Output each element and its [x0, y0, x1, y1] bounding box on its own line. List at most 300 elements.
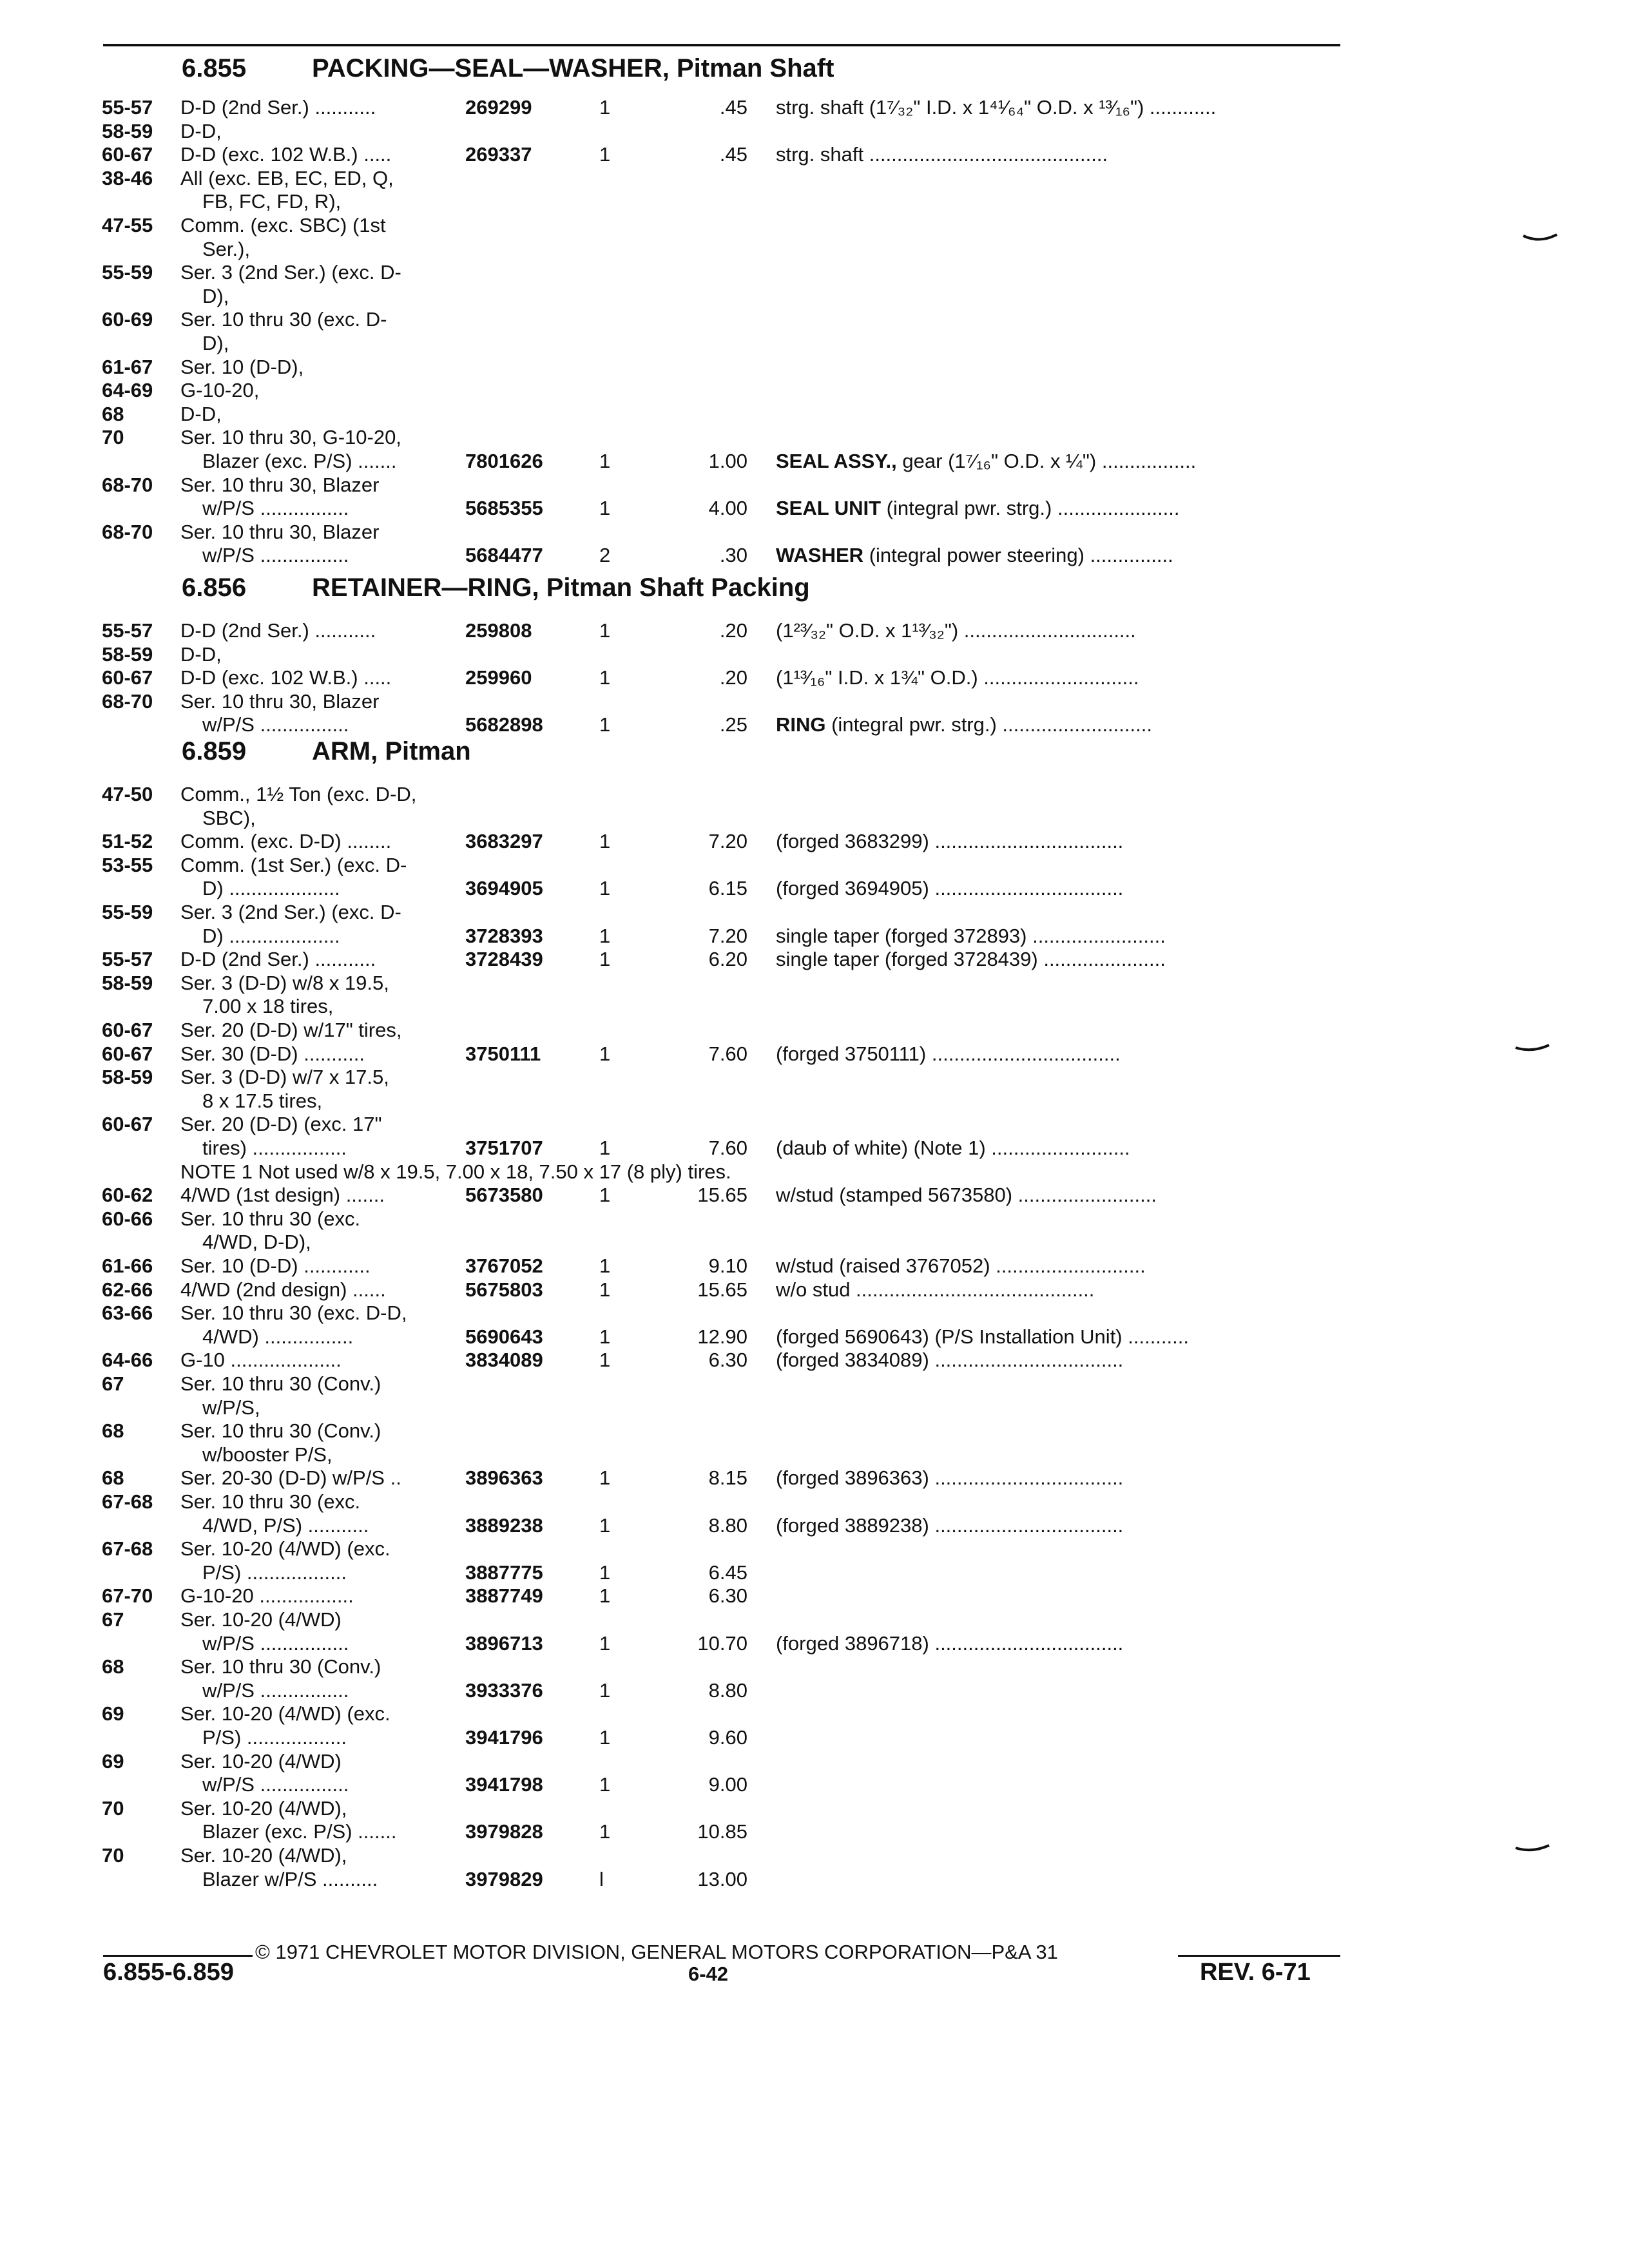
quantity: 1: [599, 1820, 611, 1843]
year-range: 63-66: [102, 1302, 153, 1325]
description: [776, 449, 1343, 473]
application: 4/WD) ................: [202, 1325, 354, 1348]
parts-row: [0, 1278, 1629, 1302]
parts-row: [0, 425, 1629, 449]
parts-row: [0, 713, 1629, 736]
parts-row: [0, 520, 1629, 544]
year-range: 68-70: [102, 520, 153, 543]
parts-row: [0, 355, 1629, 379]
application: tires) .................: [202, 1137, 347, 1159]
margin-mark: [1522, 232, 1558, 244]
quantity: 1: [599, 924, 611, 947]
description-text: (forged 5690643) (P/S Installation Unit) ...........: [776, 1325, 1189, 1348]
parts-row: [0, 1867, 1629, 1891]
year-range: 60-67: [102, 1019, 153, 1041]
description: [776, 1042, 1343, 1066]
year-range: 47-50: [102, 783, 153, 805]
quantity: 1: [599, 450, 611, 472]
quantity: 1: [599, 1561, 611, 1584]
application: G-10-20,: [180, 379, 260, 402]
margin-mark: [1514, 1843, 1550, 1854]
note-text: NOTE 1 Not used w/8 x 19.5, 7.00 x 18, 7.50 x 17 (8 ply) tires.: [180, 1160, 731, 1183]
year-range: 60-67: [102, 143, 153, 166]
part-number: 3933376: [465, 1678, 543, 1702]
application: D-D (2nd Ser.) ...........: [180, 619, 376, 642]
footer-copyright: © 1971 CHEVROLET MOTOR DIVISION, GENERAL MOTORS CORPORATION—P&A 31: [255, 1941, 1058, 1963]
parts-row: [0, 900, 1629, 924]
parts-row: [0, 1419, 1629, 1443]
application: D-D,: [180, 119, 222, 142]
description-text: (forged 3750111) ..................................: [776, 1042, 1121, 1065]
parts-row: [0, 402, 1629, 426]
part-number: 3728439: [465, 948, 543, 971]
application: Ser. 10 (D-D) ............: [180, 1254, 371, 1277]
part-number: 3694905: [465, 877, 543, 900]
price: .25: [719, 713, 747, 736]
application: Ser. 10 thru 30 (Conv.): [180, 1372, 381, 1395]
year-range: 64-66: [102, 1349, 153, 1372]
application: Ser.),: [202, 237, 251, 260]
part-number: 5690643: [465, 1325, 543, 1348]
price: 7.20: [708, 924, 747, 947]
parts-row: [0, 1514, 1629, 1537]
application: Blazer (exc. P/S) .......: [202, 450, 397, 472]
note-row: [0, 1160, 1629, 1184]
parts-row: [0, 1396, 1629, 1419]
year-range: 61-67: [102, 355, 153, 378]
parts-row: [0, 829, 1629, 853]
application: Ser. 10-20 (4/WD) (exc.: [180, 1537, 390, 1561]
parts-row: [0, 853, 1629, 877]
parts-row: [0, 449, 1629, 473]
application: Ser. 10 thru 30 (exc. D-D,: [180, 1302, 407, 1325]
application: 4/WD (2nd design) ......: [180, 1278, 386, 1301]
parts-row: [0, 543, 1629, 567]
parts-row: [0, 1631, 1629, 1655]
quantity: 1: [599, 1042, 611, 1065]
price: 9.60: [708, 1726, 747, 1749]
application: D),: [202, 332, 229, 354]
year-range: 68-70: [102, 473, 153, 496]
application: 4/WD (1st design) .......: [180, 1184, 385, 1207]
application: Ser. 3 (2nd Ser.) (exc. D-: [180, 261, 401, 284]
parts-row: [0, 806, 1629, 830]
year-range: 61-66: [102, 1254, 153, 1277]
year-range: 67-68: [102, 1490, 153, 1513]
parts-row: [0, 1537, 1629, 1561]
footer-revision: REV. 6-71: [1200, 1959, 1311, 1986]
parts-row: [0, 1773, 1629, 1796]
part-number: 3750111: [465, 1042, 541, 1065]
parts-row: [0, 1254, 1629, 1278]
year-range: 38-46: [102, 166, 153, 189]
application: Ser. 10 thru 30 (Conv.): [180, 1419, 381, 1443]
description-text: (1²³⁄₃₂" O.D. x 1¹³⁄₃₂") ...............................: [776, 619, 1136, 642]
application: Ser. 10 thru 30 (exc.: [180, 1490, 361, 1513]
parts-row: [0, 473, 1629, 497]
margin-mark: [1514, 1043, 1550, 1054]
part-number: 3834089: [465, 1349, 543, 1372]
description-text: (integral pwr. strg.) ......................: [881, 497, 1180, 520]
parts-row: [0, 689, 1629, 713]
quantity: 1: [599, 96, 611, 119]
year-range: 60-67: [102, 1042, 153, 1065]
price: 12.90: [697, 1325, 747, 1348]
part-number: 5685355: [465, 497, 543, 520]
application: Ser. 20 (D-D) (exc. 17": [180, 1113, 382, 1136]
description-text: single taper (forged 372893) ........................: [776, 924, 1166, 947]
parts-row: [0, 924, 1629, 948]
section-number: 6.859: [182, 737, 247, 765]
parts-row: [0, 119, 1629, 143]
application: Ser. 30 (D-D) ...........: [180, 1042, 365, 1065]
parts-row: [0, 1207, 1629, 1231]
price: .20: [719, 619, 747, 642]
year-range: 69: [102, 1749, 124, 1773]
footer-rule-right: [1178, 1955, 1340, 1957]
parts-row: [0, 95, 1629, 119]
application: D-D,: [180, 402, 222, 425]
application: D-D (2nd Ser.) ...........: [180, 948, 376, 971]
section-number: 6.856: [182, 573, 247, 602]
quantity: 1: [599, 830, 611, 853]
description: [776, 1466, 1343, 1490]
parts-row: [0, 782, 1629, 806]
part-number: 3896363: [465, 1466, 543, 1490]
description: [776, 543, 1343, 567]
year-range: 70: [102, 426, 124, 449]
price: 6.15: [708, 877, 747, 900]
application: D-D (exc. 102 W.B.) .....: [180, 666, 392, 689]
application: w/P/S,: [202, 1396, 260, 1419]
parts-row: [0, 1348, 1629, 1372]
application: SBC),: [202, 806, 256, 829]
quantity: 1: [599, 497, 611, 520]
part-number: 5673580: [465, 1184, 543, 1207]
description-text: (forged 3694905) ..................................: [776, 877, 1124, 900]
parts-row: [0, 876, 1629, 900]
year-range: 55-57: [102, 948, 153, 971]
price: 6.30: [708, 1584, 747, 1608]
price: 7.60: [708, 1137, 747, 1159]
description: [776, 1183, 1343, 1207]
description-text: (integral power steering) ...............: [863, 544, 1173, 567]
price: 9.10: [708, 1254, 747, 1277]
price: 6.45: [708, 1561, 747, 1584]
price: 6.20: [708, 948, 747, 971]
year-range: 67-70: [102, 1584, 153, 1608]
part-number: 3887775: [465, 1561, 543, 1584]
application: Ser. 10 thru 30, Blazer: [180, 473, 380, 496]
part-number: 5675803: [465, 1278, 543, 1301]
quantity: 1: [599, 1773, 611, 1796]
description: [776, 1325, 1343, 1349]
year-range: 47-55: [102, 214, 153, 236]
application: P/S) ..................: [202, 1726, 347, 1749]
parts-row: [0, 1183, 1629, 1207]
price: 8.80: [708, 1514, 747, 1537]
application: Comm., 1½ Ton (exc. D-D,: [180, 783, 417, 805]
application: Ser. 10 (D-D),: [180, 355, 304, 378]
application: w/P/S ................: [202, 713, 349, 736]
parts-row: [0, 1843, 1629, 1867]
price: 15.65: [697, 1184, 747, 1207]
price: 7.60: [708, 1042, 747, 1065]
quantity: 1: [599, 1584, 611, 1608]
application: Blazer w/P/S ..........: [202, 1867, 378, 1890]
year-range: 55-57: [102, 619, 153, 642]
quantity: 1: [599, 1514, 611, 1537]
description-text: (forged 3889238) ..................................: [776, 1514, 1124, 1537]
description-text: (daub of white) (Note 1) .........................: [776, 1137, 1130, 1159]
application: 4/WD, P/S) ...........: [202, 1514, 369, 1537]
application: Ser. 10-20 (4/WD),: [180, 1844, 347, 1867]
parts-row: [0, 237, 1629, 261]
parts-row: [0, 1490, 1629, 1514]
section-heading-6855: [0, 54, 1629, 90]
application: Blazer (exc. P/S) .......: [202, 1820, 397, 1843]
year-range: 67: [102, 1608, 124, 1631]
parts-row: [0, 307, 1629, 331]
parts-row: [0, 1301, 1629, 1325]
application: D-D (exc. 102 W.B.) .....: [180, 143, 392, 166]
description: [776, 924, 1343, 948]
quantity: 1: [599, 1631, 611, 1655]
price: .20: [719, 666, 747, 689]
footer-rule-left: [103, 1955, 253, 1957]
parts-row: [0, 331, 1629, 355]
part-number: 259808: [465, 619, 532, 642]
description: [776, 876, 1343, 900]
year-range: 58-59: [102, 1066, 153, 1089]
part-number: 259960: [465, 666, 532, 689]
application: w/P/S ................: [202, 1631, 349, 1655]
parts-row: [0, 1065, 1629, 1089]
year-range: 60-67: [102, 1113, 153, 1136]
parts-row: [0, 1678, 1629, 1702]
application: Ser. 3 (2nd Ser.) (exc. D-: [180, 901, 401, 923]
description-text: (forged 3896363) ..................................: [776, 1466, 1124, 1490]
year-range: 69: [102, 1702, 124, 1725]
description-part-name: SEAL ASSY.,: [776, 450, 897, 472]
year-range: 67-68: [102, 1537, 153, 1561]
price: .45: [719, 143, 747, 166]
parts-row: [0, 496, 1629, 520]
application: w/P/S ................: [202, 544, 349, 567]
application: D) ....................: [202, 877, 340, 900]
section-title: PACKING—SEAL—WASHER, Pitman Shaft: [312, 54, 834, 82]
parts-row: [0, 1230, 1629, 1254]
parts-row: [0, 642, 1629, 666]
application: FB, FC, FD, R),: [202, 190, 342, 213]
price: 10.85: [697, 1820, 747, 1843]
part-number: 5684477: [465, 544, 543, 567]
price: 9.00: [708, 1773, 747, 1796]
application: Ser. 20-30 (D-D) w/P/S ..: [180, 1466, 401, 1490]
application: 4/WD, D-D),: [202, 1231, 311, 1254]
description: [776, 1514, 1343, 1537]
parts-row: [0, 1725, 1629, 1749]
quantity: 1: [599, 143, 611, 166]
year-range: 58-59: [102, 119, 153, 142]
price: 4.00: [708, 497, 747, 520]
application: Ser. 10 thru 30 (Conv.): [180, 1655, 381, 1678]
parts-row: [0, 213, 1629, 237]
application: Ser. 3 (D-D) w/7 x 17.5,: [180, 1066, 389, 1089]
description-text: w/o stud ...........................................: [776, 1278, 1095, 1301]
parts-row: [0, 1372, 1629, 1396]
description-text: strg. shaft ...........................................: [776, 143, 1108, 166]
part-number: 3941798: [465, 1773, 543, 1796]
description: [776, 829, 1343, 853]
year-range: 70: [102, 1796, 124, 1820]
application: Ser. 10-20 (4/WD),: [180, 1796, 347, 1820]
application: 8 x 17.5 tires,: [202, 1089, 323, 1112]
price: 6.30: [708, 1349, 747, 1372]
application: D-D (2nd Ser.) ...........: [180, 96, 376, 119]
description-text: strg. shaft (1⁷⁄₃₂" I.D. x 1⁴¹⁄₆₄" O.D. x ¹³⁄₁₆") ............: [776, 96, 1217, 119]
description: [776, 95, 1343, 119]
description-text: w/stud (stamped 5673580) .........................: [776, 1184, 1157, 1207]
description: [776, 666, 1343, 689]
application: P/S) ..................: [202, 1561, 347, 1584]
price: 8.15: [708, 1466, 747, 1490]
parts-row: [0, 1561, 1629, 1584]
description: [776, 142, 1343, 166]
part-number: 3979829: [465, 1867, 543, 1890]
part-number: 269337: [465, 143, 532, 166]
description-text: (forged 3896718) ..................................: [776, 1631, 1124, 1655]
parts-row: [0, 1655, 1629, 1678]
parts-row: [0, 1820, 1629, 1843]
description-part-name: SEAL UNIT: [776, 497, 882, 520]
part-number: 3896713: [465, 1631, 543, 1655]
part-number: 3767052: [465, 1254, 543, 1277]
description: [776, 713, 1343, 736]
quantity: 2: [599, 544, 611, 567]
application: Ser. 10 thru 30, Blazer: [180, 520, 380, 543]
application: Ser. 20 (D-D) w/17" tires,: [180, 1019, 402, 1041]
quantity: 1: [599, 1278, 611, 1301]
description-part-name: WASHER: [776, 544, 864, 567]
year-range: 64-69: [102, 379, 153, 402]
year-range: 58-59: [102, 971, 153, 994]
parts-row: [0, 619, 1629, 642]
application: D) ....................: [202, 924, 340, 947]
section-title: RETAINER—RING, Pitman Shaft Packing: [312, 573, 810, 602]
application: G-10-20 .................: [180, 1584, 354, 1608]
parts-row: [0, 1136, 1629, 1160]
quantity: 1: [599, 1466, 611, 1490]
application: Ser. 3 (D-D) w/8 x 19.5,: [180, 971, 389, 994]
description: [776, 1348, 1343, 1372]
quantity: 1: [599, 877, 611, 900]
application: 7.00 x 18 tires,: [202, 995, 334, 1018]
description: [776, 947, 1343, 971]
year-range: 60-66: [102, 1207, 153, 1230]
description-text: (1¹³⁄₁₆" I.D. x 1¾" O.D.) ............................: [776, 666, 1139, 689]
description-part-name: RING: [776, 713, 826, 736]
quantity: l: [599, 1867, 604, 1890]
description: [776, 1278, 1343, 1302]
application: Ser. 10 thru 30, Blazer: [180, 689, 380, 713]
quantity: 1: [599, 948, 611, 971]
description: [776, 619, 1343, 642]
year-range: 60-69: [102, 308, 153, 331]
part-number: 3979828: [465, 1820, 543, 1843]
parts-row: [0, 284, 1629, 308]
year-range: 60-67: [102, 666, 153, 689]
price: 8.80: [708, 1678, 747, 1702]
year-range: 60-62: [102, 1184, 153, 1207]
description-text: (forged 3683299) ..................................: [776, 830, 1124, 853]
application: Comm. (1st Ser.) (exc. D-: [180, 853, 407, 876]
application: Comm. (exc. SBC) (1st: [180, 214, 386, 236]
quantity: 1: [599, 619, 611, 642]
description-text: (integral pwr. strg.) ...........................: [825, 713, 1152, 736]
year-range: 62-66: [102, 1278, 153, 1301]
parts-row: [0, 1796, 1629, 1820]
parts-row: [0, 1018, 1629, 1042]
parts-row: [0, 166, 1629, 190]
description: [776, 1631, 1343, 1655]
quantity: 1: [599, 1254, 611, 1277]
year-range: 55-59: [102, 901, 153, 923]
year-range: 55-57: [102, 96, 153, 119]
quantity: 1: [599, 666, 611, 689]
application: w/booster P/S,: [202, 1443, 333, 1466]
description-text: single taper (forged 3728439) ......................: [776, 948, 1166, 971]
parts-row: [0, 994, 1629, 1018]
part-number: 3889238: [465, 1514, 543, 1537]
quantity: 1: [599, 1137, 611, 1159]
price: .45: [719, 96, 747, 119]
year-range: 53-55: [102, 853, 153, 876]
part-number: 269299: [465, 96, 532, 119]
application: G-10 ....................: [180, 1349, 342, 1372]
quantity: 1: [599, 1349, 611, 1372]
parts-row: [0, 1608, 1629, 1631]
year-range: 51-52: [102, 830, 153, 853]
quantity: 1: [599, 1184, 611, 1207]
price: .30: [719, 544, 747, 567]
section-number: 6.855: [182, 54, 247, 82]
description-text: (forged 3834089) ..................................: [776, 1349, 1124, 1372]
application: w/P/S ................: [202, 1773, 349, 1796]
year-range: 68: [102, 402, 124, 425]
parts-row: [0, 1584, 1629, 1608]
part-number: 3683297: [465, 830, 543, 853]
year-range: 68: [102, 1655, 124, 1678]
quantity: 1: [599, 1325, 611, 1348]
application: w/P/S ................: [202, 497, 349, 520]
application: Ser. 10 thru 30 (exc. D-: [180, 308, 387, 331]
application: Ser. 10-20 (4/WD) (exc.: [180, 1702, 390, 1725]
application: Ser. 10 thru 30 (exc.: [180, 1207, 361, 1230]
parts-row: [0, 189, 1629, 213]
parts-row: [0, 1466, 1629, 1490]
part-number: 3728393: [465, 924, 543, 947]
description-text: gear (1⁷⁄₁₆" O.D. x ¼") .................: [896, 450, 1197, 472]
section-heading-6856: [0, 573, 1629, 610]
parts-row: [0, 1702, 1629, 1725]
description-text: w/stud (raised 3767052) ...........................: [776, 1254, 1146, 1277]
application: Ser. 10-20 (4/WD): [180, 1608, 342, 1631]
application: Comm. (exc. D-D) ........: [180, 830, 392, 853]
application: Ser. 10 thru 30, G-10-20,: [180, 426, 401, 449]
quantity: 1: [599, 713, 611, 736]
parts-row: [0, 971, 1629, 995]
